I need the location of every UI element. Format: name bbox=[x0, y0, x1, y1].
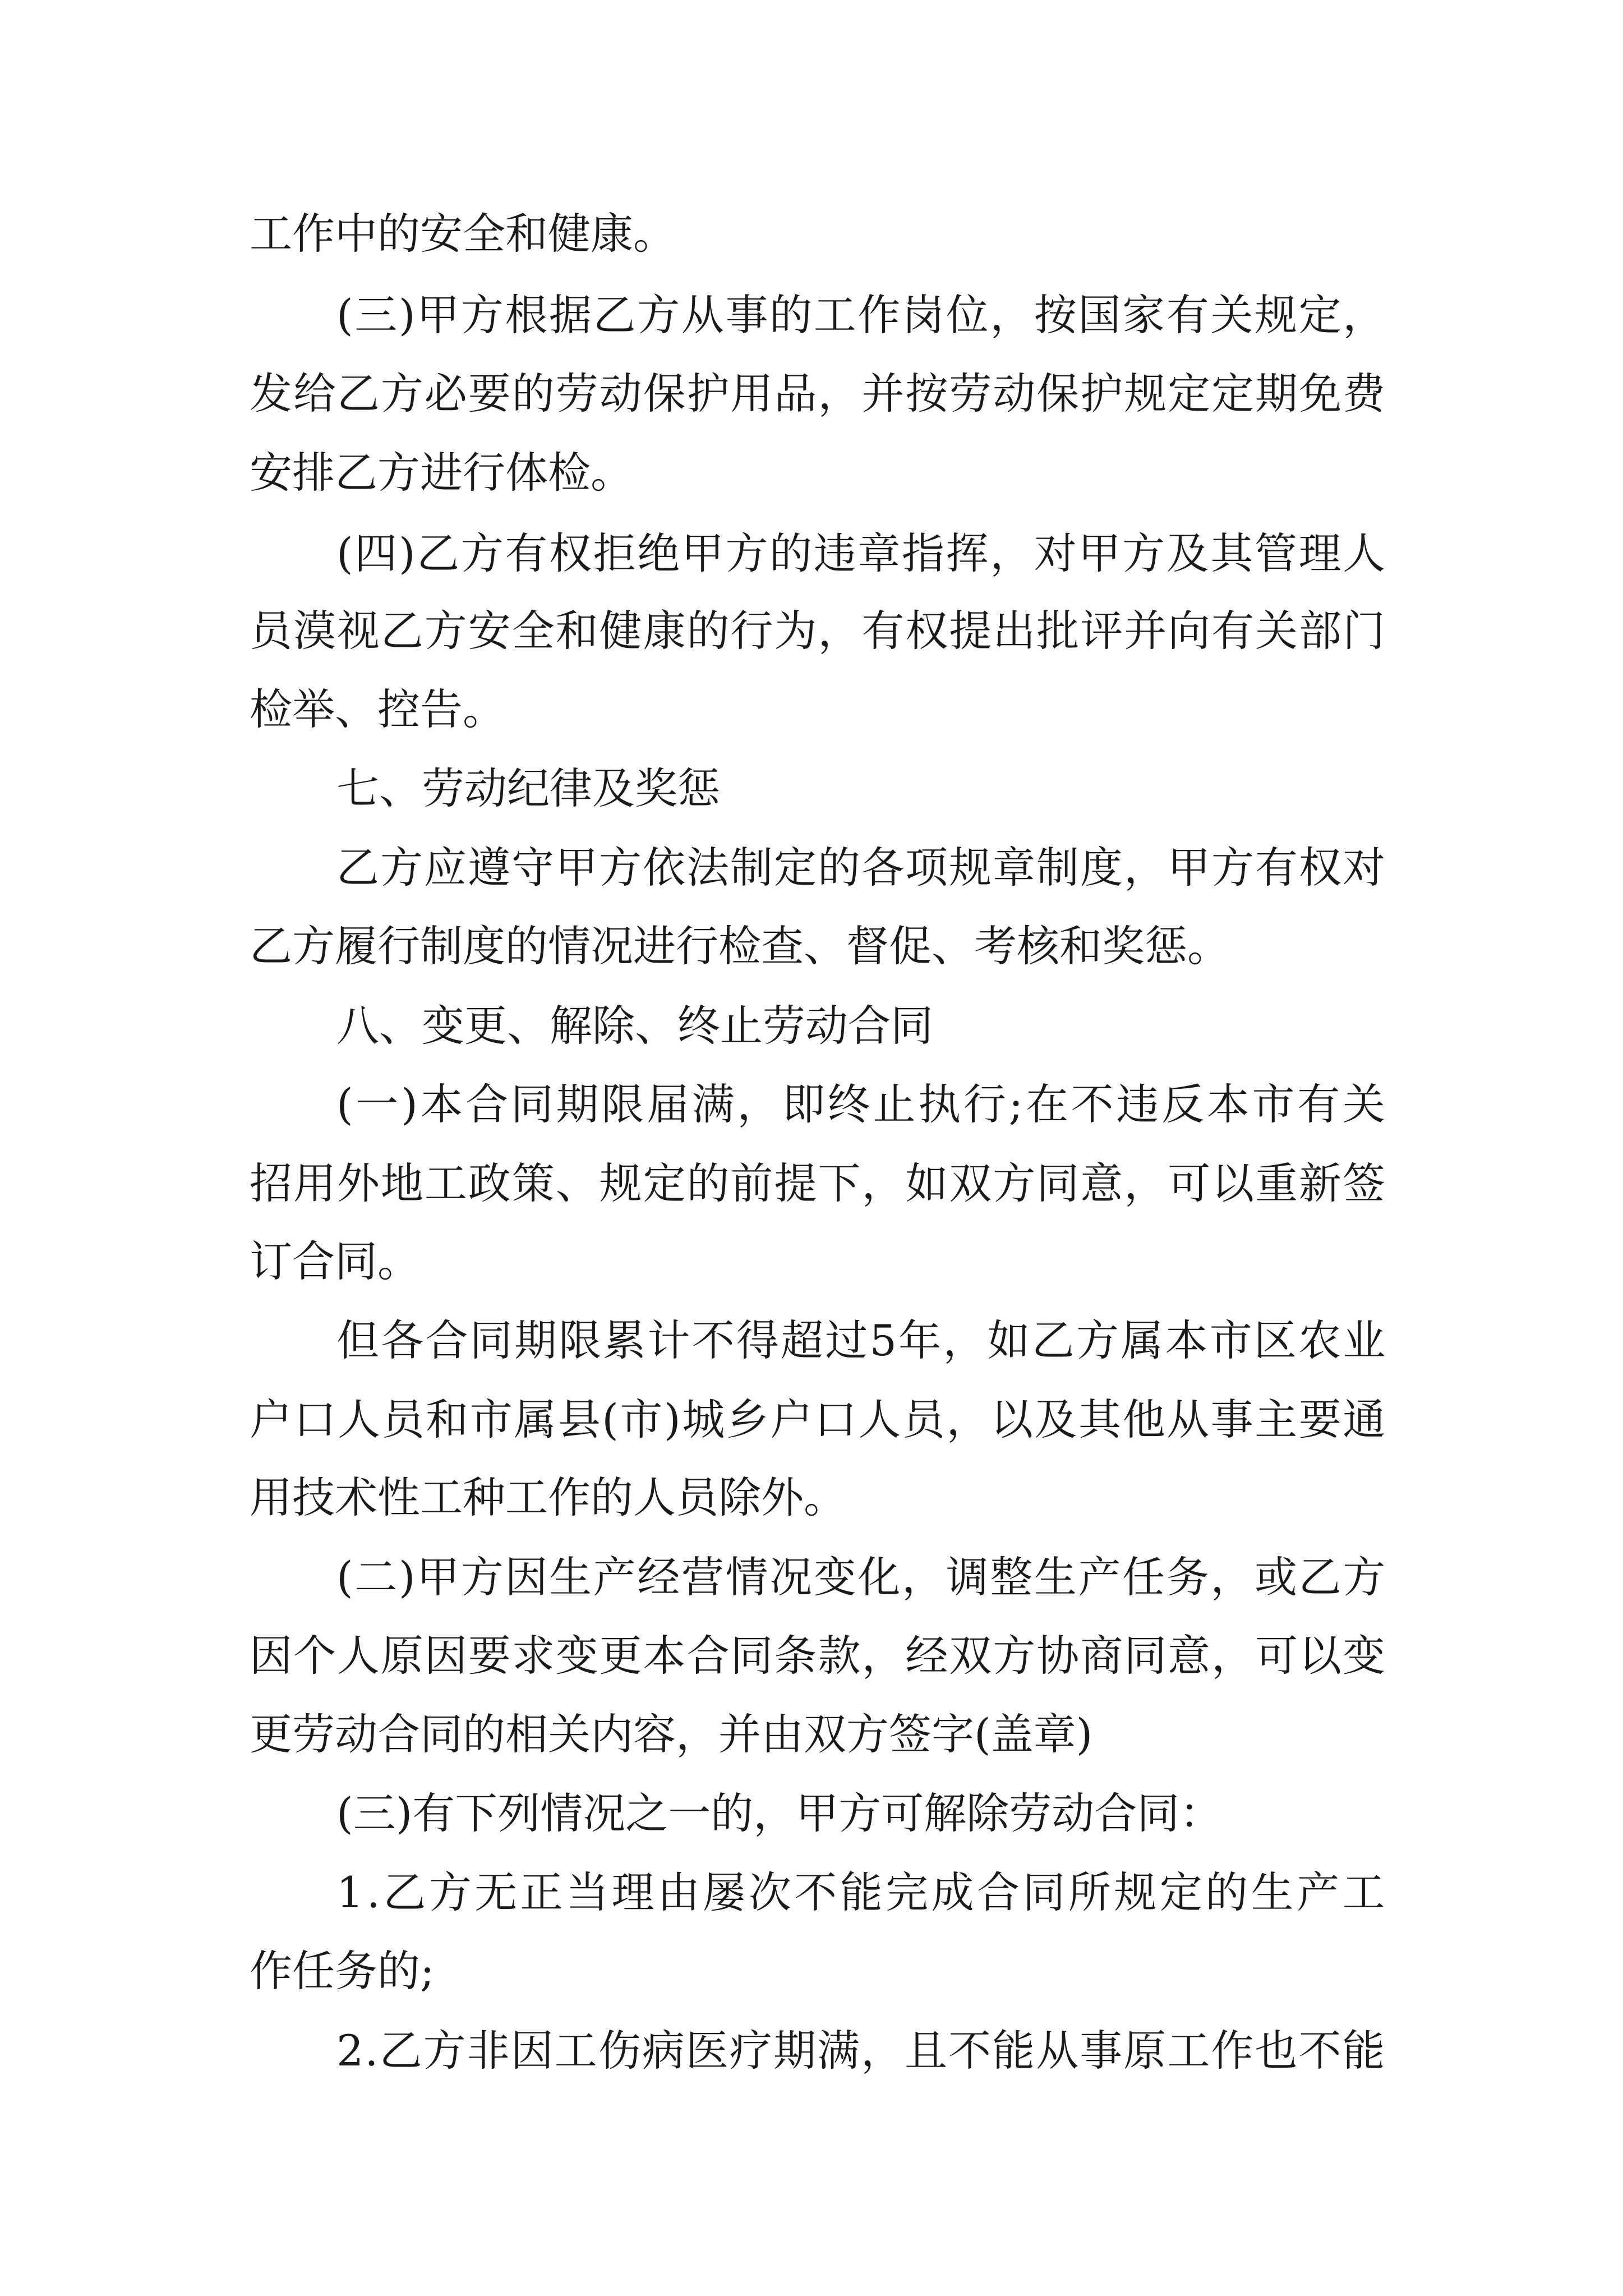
text-line: 但各合同期限累计不得超过5年，如乙方属本市区农业 bbox=[336, 1315, 1387, 1365]
text-line: 用技术性工种工作的人员除外。 bbox=[250, 1473, 846, 1522]
text-line: (一)本合同期限届满，即终止执行;在不违反本市有关 bbox=[336, 1079, 1388, 1129]
text-line: 更劳动合同的相关内容，并由双方签字(盖章) bbox=[250, 1709, 1093, 1759]
text-line: (三)甲方根据乙方从事的工作岗位，按国家有关规定， bbox=[336, 290, 1387, 340]
text-line: (二)甲方因生产经营情况变化，调整生产任务，或乙方 bbox=[336, 1552, 1387, 1602]
text-line: 检举、控告。 bbox=[250, 684, 505, 734]
text-line: 1.乙方无正当理由屡次不能完成合同所规定的生产工 bbox=[336, 1867, 1388, 1917]
text-line: (四)乙方有权拒绝甲方的违章指挥，对甲方及其管理人 bbox=[336, 528, 1387, 578]
text-line: 因个人原因要求变更本合同条款，经双方协商同意，可以变 bbox=[250, 1631, 1386, 1681]
text-line: 安排乙方进行体检。 bbox=[250, 448, 633, 498]
text-line: 订合同。 bbox=[250, 1236, 420, 1286]
section-heading: 七、劳动纪律及奖惩 bbox=[336, 763, 720, 813]
text-line: 乙方应遵守甲方依法制定的各项规章制度，甲方有权对 bbox=[336, 843, 1386, 892]
text-line: 户口人员和市属县(市)城乡户口人员，以及其他从事主要通 bbox=[250, 1395, 1387, 1444]
text-line: 招用外地工政策、规定的前提下，如双方同意，可以重新签 bbox=[250, 1158, 1386, 1208]
text-line: 2.乙方非因工伤病医疗期满，且不能从事原工作也不能 bbox=[336, 2026, 1386, 2076]
text-line: 发给乙方必要的劳动保护用品，并按劳动保护规定定期免费 bbox=[250, 369, 1386, 418]
section-heading: 八、变更、解除、终止劳动合同 bbox=[336, 1001, 933, 1051]
text-line: 员漠视乙方安全和健康的行为，有权提出批评并向有关部门 bbox=[250, 606, 1386, 656]
text-line: (三)有下列情况之一的，甲方可解除劳动合同： bbox=[336, 1788, 1223, 1838]
text-line: 作任务的; bbox=[250, 1946, 435, 1996]
text-line: 工作中的安全和健康。 bbox=[250, 209, 676, 259]
text-line: 乙方履行制度的情况进行检查、督促、考核和奖惩。 bbox=[250, 921, 1230, 971]
